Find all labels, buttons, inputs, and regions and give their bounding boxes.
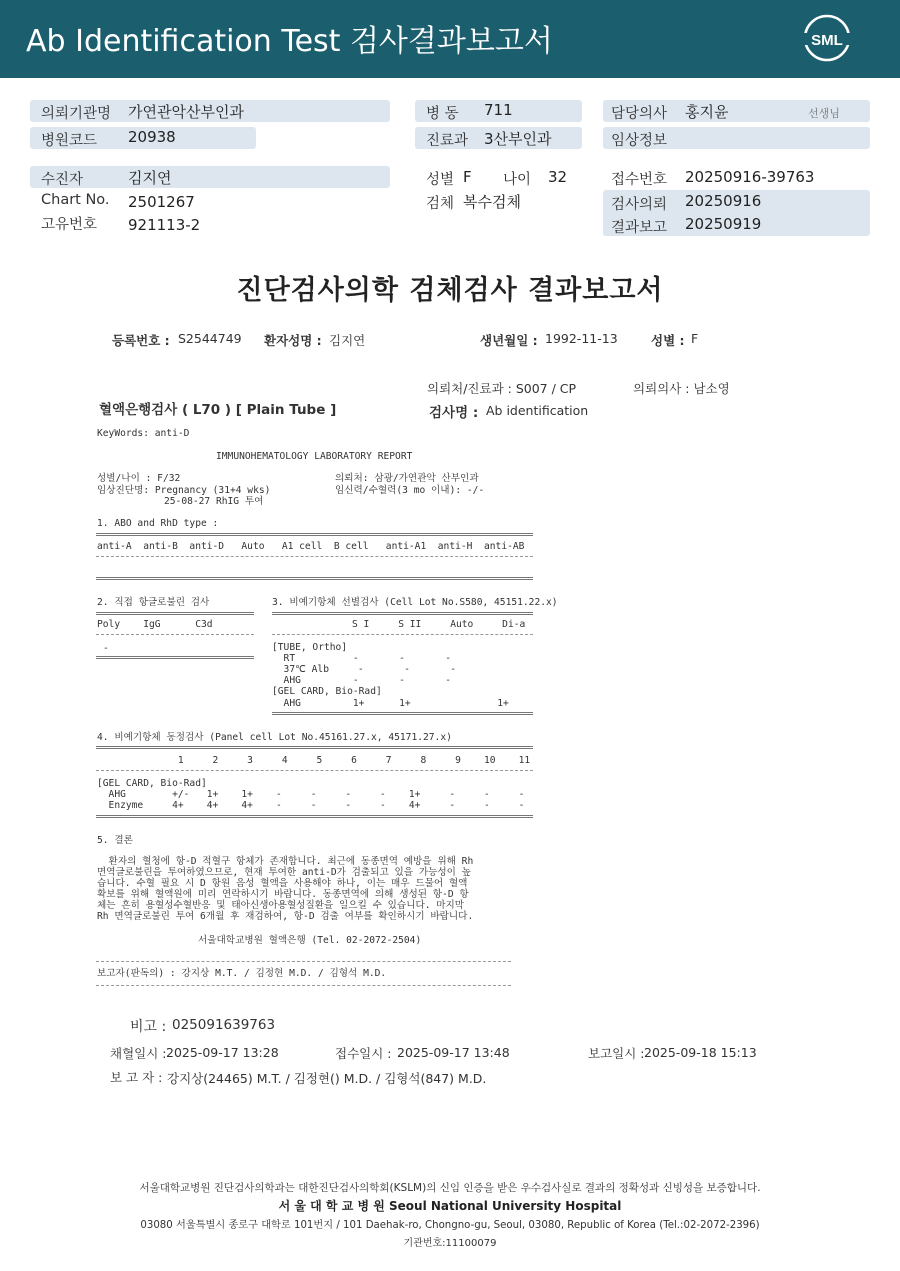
test-name-value: Ab identification <box>486 403 589 418</box>
specimen-value: 복수검체 <box>463 193 521 211</box>
s2-title: 2. 직접 항글로불린 검사 <box>97 597 210 608</box>
doctor-label: 담당의사 <box>611 106 668 122</box>
divider <box>272 712 533 715</box>
test-name-label: 검사명 : <box>429 405 479 421</box>
footer-hospital: 서 울 대 학 교 병 원 Seoul National University Hospital <box>278 1199 622 1213</box>
request-label: 검사의뢰 <box>611 197 668 213</box>
s3-row: RT - - - <box>272 653 452 664</box>
receipt-label: 접수번호 <box>611 172 668 188</box>
receive-value: 2025-09-17 13:48 <box>397 1045 510 1060</box>
institution-label: 의뢰기관명 <box>41 106 112 122</box>
s3-row: AHG - - - <box>272 675 452 686</box>
footer-address: 03080 서울특별시 종로구 대학로 101번지 / 101 Daehak-ro, Chongno-gu, Seoul, 03080, Republic of Korea (Tel.:02-2072-2396) <box>140 1220 760 1231</box>
patient-label: 수진자 <box>41 172 84 188</box>
hospital-code-label: 병원코드 <box>41 133 98 149</box>
conclusion-line: 면역글로불린을 투여하였으므로, 현재 투여한 anti-D가 검출되고 있을 가능성이 높 <box>97 867 471 878</box>
ward-label: 병 동 <box>426 106 459 122</box>
uid-label: 고유번호 <box>41 217 98 233</box>
sex-label: 성별 <box>426 172 455 188</box>
divider <box>96 985 511 986</box>
s4-title: 4. 비예기항체 동정검사 (Panel cell Lot No.45161.27.x, 45171.27.x) <box>97 732 452 743</box>
conclusion-line: 환자의 혈청에 항-D 적혈구 항체가 존재합니다. 최근에 동종면역 예방을 위해 Rh <box>97 856 474 867</box>
s1-title: 1. ABO and RhD type : <box>97 518 219 529</box>
hospital-code-value: 20938 <box>128 128 176 146</box>
page-title: Ab Identification Test 검사결과보고서 <box>26 24 553 59</box>
conclusion-line: 체는 흔히 용혈성수혈반응 및 태아신생아용혈성질환을 일으킬 수 있습니다. 마지막 <box>97 900 465 911</box>
dept-line: 의뢰처/진료과 : S007 / CP <box>427 381 577 396</box>
sex2-value: F <box>691 331 699 346</box>
divider <box>96 770 533 771</box>
note-label: 비고 : <box>130 1019 167 1035</box>
sex-value: F <box>463 168 472 186</box>
lab-title: IMMUNOHEMATOLOGY LABORATORY REPORT <box>216 451 413 462</box>
sex2-label: 성별 : <box>651 333 685 348</box>
reg-value: S2544749 <box>178 331 242 346</box>
age-value: 32 <box>548 168 568 186</box>
name-value: 김지연 <box>329 333 366 348</box>
s4-header: 1 2 3 4 5 6 7 8 9 10 11 <box>97 755 531 766</box>
sexage-line: 성별/나이 : F/32 <box>97 473 181 484</box>
divider <box>96 656 254 659</box>
s4-row: Enzyme 4+ 4+ 4+ - - - - 4+ - - - <box>97 800 525 811</box>
dob-value: 1992-11-13 <box>545 331 618 346</box>
s2-header: Poly IgG C3d <box>97 619 213 630</box>
conclusion-line: Rh 면역글로불린 투여 6개월 후 재검하여, 항-D 검출 여부를 확인하시기 바랍니다. <box>97 911 474 922</box>
divider <box>96 961 511 962</box>
request-value: 20250916 <box>685 192 762 210</box>
divider <box>96 612 254 615</box>
conclusion-line: 습니다. 수혈 필요 시 D 항원 음성 혈액을 사용해야 하나, 이는 매우 드물어 혈액 <box>97 878 468 889</box>
req-doctor-line: 의뢰의사 : 남소영 <box>633 381 730 396</box>
divider <box>96 533 533 536</box>
divider <box>272 612 533 615</box>
s5-title: 5. 결론 <box>97 835 133 846</box>
diag-line: 임상진단명: Pregnancy (31+4 wks) <box>97 485 271 496</box>
age-label: 나이 <box>503 172 532 188</box>
institution-value: 가연관악산부인과 <box>128 103 244 121</box>
reporter-line: 보고자(판독의) : 강지상 M.T. / 김정현 M.D. / 김형석 M.D. <box>97 968 387 979</box>
blood-bank-line: 서울대학교병원 혈액은행 (Tel. 02-2072-2504) <box>198 935 422 946</box>
s3-row: [GEL CARD, Bio-Rad] <box>272 686 382 697</box>
uid-value: 921113-2 <box>128 216 201 234</box>
reporter2-value: 강지상(24465) M.T. / 김정현() M.D. / 김형석(847) M.D. <box>167 1071 487 1086</box>
report-value: 20250919 <box>685 215 762 233</box>
s3-row: [TUBE, Ortho] <box>272 642 348 653</box>
reg-label: 등록번호 : <box>112 333 170 348</box>
s3-row: 37℃ Alb - - - <box>272 664 457 675</box>
s4-row: AHG +/- 1+ 1+ - - - - 1+ - - - <box>97 789 525 800</box>
divider <box>96 577 533 580</box>
dob-label: 생년월일 : <box>480 333 538 348</box>
divider <box>96 815 533 818</box>
receipt-value: 20250916-39763 <box>685 168 815 186</box>
preg-line: 임신력/수혈력(3 mo 이내): -/- <box>335 485 485 496</box>
divider <box>96 556 533 557</box>
report-date-label: 보고일시 : <box>588 1046 645 1061</box>
receive-label: 접수일시 : <box>335 1046 392 1061</box>
name-label: 환자성명 : <box>264 333 322 348</box>
note-value: 025091639763 <box>172 1017 276 1033</box>
dept-value: 3산부인과 <box>484 130 552 148</box>
s3-title: 3. 비예기항체 선별검사 (Cell Lot No.S580, 45151.22.x) <box>272 597 558 608</box>
keywords: KeyWords: anti-D <box>97 428 190 439</box>
specimen-label: 검체 <box>426 196 455 212</box>
info-bar-patient <box>30 166 390 188</box>
diag-line2: 25-08-27 RhIG 투여 <box>164 496 264 507</box>
doctor-suffix: 선생님 <box>808 107 840 120</box>
s3-row: AHG 1+ 1+ 1+ <box>272 698 509 709</box>
s2-value: - <box>103 643 109 654</box>
footer-institution-number: 기관번호:11100079 <box>403 1238 497 1249</box>
sml-logo <box>802 13 852 63</box>
report-date-value: 2025-09-18 15:13 <box>644 1045 757 1060</box>
patient-value: 김지연 <box>128 169 172 187</box>
conclusion-line: 확보를 위해 혈액원에 미리 연락하시기 바랍니다. 동종면역에 의해 생성된 항-D 항 <box>97 889 469 900</box>
s3-header: S I S II Auto Di-a <box>352 619 526 630</box>
collect-value: 2025-09-17 13:28 <box>166 1045 279 1060</box>
collect-label: 채혈일시 : <box>110 1046 167 1061</box>
reporter2-label: 보 고 자 : <box>110 1070 163 1085</box>
dept-label: 진료과 <box>426 133 469 149</box>
logo-text: SML <box>811 32 843 49</box>
s1-header: anti-A anti-B anti-D Auto A1 cell B cell anti-A1 anti-H anti-AB <box>97 541 525 552</box>
divider <box>96 634 254 635</box>
chart-value: 2501267 <box>128 193 195 211</box>
test-group: 혈액은행검사 ( L70 ) [ Plain Tube ] <box>99 402 337 418</box>
report-label: 결과보고 <box>611 220 668 236</box>
clinical-label: 임상정보 <box>611 133 668 149</box>
report-title: 진단검사의학 검체검사 결과보고서 <box>236 275 664 306</box>
s4-row: [GEL CARD, Bio-Rad] <box>97 778 207 789</box>
divider <box>272 634 533 635</box>
chart-label: Chart No. <box>41 192 110 208</box>
req-line: 의뢰처: 삼광/가연관악 산부인과 <box>335 473 479 484</box>
footer-certification: 서울대학교병원 진단검사의학과는 대한진단검사의학회(KSLM)의 신임 인증을 받은 우수검사실로 결과의 정확성과 신빙성을 보증합니다. <box>139 1182 761 1194</box>
doctor-value: 홍지윤 <box>685 103 729 121</box>
divider <box>96 746 533 749</box>
ward-value: 711 <box>484 101 513 119</box>
